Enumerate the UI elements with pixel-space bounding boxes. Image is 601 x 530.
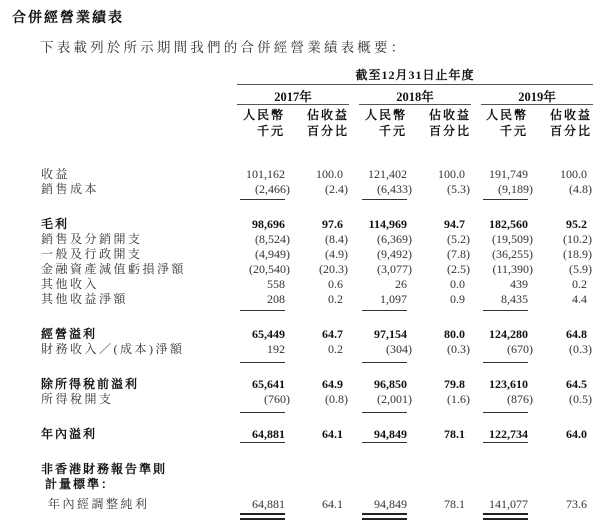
percentage-cell: 64.0 (566, 427, 587, 441)
amount-cell: 123,610 (489, 377, 528, 391)
amount-cell: 208 (267, 292, 285, 306)
row-label: 所得稅開支 (41, 392, 114, 406)
row-label: 其他收入 (41, 277, 100, 291)
percentage-cell: 64.9 (322, 377, 343, 391)
percentage-cell: (20.3) (319, 262, 348, 276)
percentage-cell: 0.2 (572, 277, 587, 291)
row-label: 其他收益淨額 (41, 292, 129, 306)
table-row (0, 262, 601, 277)
amount-cell: (670) (507, 342, 533, 356)
percentage-cell: 0.6 (328, 277, 343, 291)
table-row (0, 292, 601, 307)
percentage-cell: (0.3) (447, 342, 470, 356)
percentage-cell: (10.2) (563, 232, 592, 246)
row-label: 除所得稅前溢利 (41, 377, 140, 391)
percentage-cell: (5.2) (447, 232, 470, 246)
amount-cell: 141,077 (489, 497, 528, 511)
subtotal-rule (483, 310, 528, 311)
amount-cell: (9,189) (498, 182, 533, 196)
year-divider (481, 104, 593, 105)
year-header-2018: 2018年 (396, 90, 434, 104)
amount-cell: 122,734 (489, 427, 528, 441)
amount-cell: (304) (386, 342, 412, 356)
total-double-rule (483, 513, 528, 520)
amount-cell: 65,641 (252, 377, 285, 391)
table-row (0, 182, 601, 197)
percentage-cell: 64.5 (566, 377, 587, 391)
amount-cell: 97,154 (374, 327, 407, 341)
table-row (0, 167, 601, 182)
percentage-cell: 64.1 (322, 497, 343, 511)
amount-cell: (20,540) (249, 262, 290, 276)
total-double-rule (362, 513, 407, 520)
percentage-cell: 64.7 (322, 327, 343, 341)
amount-cell: 101,162 (246, 167, 285, 181)
period-divider (237, 84, 593, 85)
amount-cell: (8,524) (255, 232, 290, 246)
subtotal-rule (240, 362, 285, 363)
percentage-cell: (4.8) (569, 182, 592, 196)
percentage-cell: 4.4 (572, 292, 587, 306)
amount-cell: 192 (267, 342, 285, 356)
subtotal-rule (483, 199, 528, 200)
percentage-cell: (0.5) (569, 392, 592, 406)
table-row (0, 277, 601, 292)
amount-cell: (760) (264, 392, 290, 406)
subtotal-rule (240, 199, 285, 200)
table-row (0, 327, 601, 342)
row-label: 銷售及分銷開支 (41, 232, 143, 246)
total-double-rule (240, 513, 285, 520)
amount-cell: (11,390) (492, 262, 533, 276)
col-header-pct: 佔收益 百分比 (428, 108, 471, 138)
amount-cell: (6,369) (377, 232, 412, 246)
amount-cell: 98,696 (252, 217, 285, 231)
col-header-pct: 佔收益 百分比 (306, 108, 349, 138)
subtotal-rule (362, 310, 407, 311)
page-title: 合併經營業績表 (12, 11, 124, 26)
amount-cell: (9,492) (377, 247, 412, 261)
amount-cell: 94,849 (374, 427, 407, 441)
intro-text: 下表載列於所示期間我們的合併經營業績表概要： (40, 40, 408, 55)
percentage-cell: (7.8) (447, 247, 470, 261)
subtotal-rule (240, 442, 285, 443)
percentage-cell: (0.3) (569, 342, 592, 356)
subtotal-rule (483, 362, 528, 363)
amount-cell: 64,881 (252, 497, 285, 511)
amount-cell: 121,402 (368, 167, 407, 181)
percentage-cell: (8.4) (325, 232, 348, 246)
percentage-cell: 0.2 (328, 342, 343, 356)
year-divider (237, 104, 349, 105)
percentage-cell: (4.9) (325, 247, 348, 261)
row-label: 財務收入／(成本)淨額 (41, 342, 185, 356)
amount-cell: 191,749 (489, 167, 528, 181)
table-row (0, 247, 601, 262)
percentage-cell: (18.9) (563, 247, 592, 261)
percentage-cell: 79.8 (444, 377, 465, 391)
subtotal-rule (362, 199, 407, 200)
year-divider (359, 104, 471, 105)
amount-cell: 1,097 (380, 292, 407, 306)
period-header: 截至12月31日止年度 (355, 68, 475, 82)
percentage-cell: 0.0 (450, 277, 465, 291)
amount-cell: 64,881 (252, 427, 285, 441)
amount-cell: 114,969 (368, 217, 407, 231)
subtotal-rule (362, 362, 407, 363)
year-header-2017: 2017年 (274, 90, 312, 104)
row-label: 年內經調整純利 (48, 497, 150, 511)
row-label: 金融資產減值虧損淨額 (41, 262, 187, 276)
col-header-amount: 人民幣 千元 (242, 108, 285, 138)
table-row (0, 217, 601, 232)
amount-cell: 182,560 (489, 217, 528, 231)
row-label: 計量標準： (45, 477, 116, 491)
amount-cell: 96,850 (374, 377, 407, 391)
percentage-cell: 94.7 (444, 217, 465, 231)
amount-cell: (36,255) (492, 247, 533, 261)
amount-cell: (876) (507, 392, 533, 406)
subtotal-rule (362, 442, 407, 443)
percentage-cell: 0.9 (450, 292, 465, 306)
amount-cell: 439 (510, 277, 528, 291)
percentage-cell: 100.0 (560, 167, 587, 181)
percentage-cell: 100.0 (438, 167, 465, 181)
amount-cell: (19,509) (492, 232, 533, 246)
amount-cell: 26 (395, 277, 407, 291)
row-label: 銷售成本 (41, 182, 100, 196)
table-row (0, 342, 601, 357)
percentage-cell: (5.3) (447, 182, 470, 196)
col-header-pct: 佔收益 百分比 (549, 108, 592, 138)
amount-cell: 94,849 (374, 497, 407, 511)
row-label: 年內溢利 (41, 427, 98, 441)
percentage-cell: 78.1 (444, 427, 465, 441)
amount-cell: 124,280 (489, 327, 528, 341)
percentage-cell: 100.0 (316, 167, 343, 181)
percentage-cell: 97.6 (322, 217, 343, 231)
amount-cell: 65,449 (252, 327, 285, 341)
subtotal-rule (483, 412, 528, 413)
subtotal-rule (240, 412, 285, 413)
table-row (0, 392, 601, 407)
year-header-2019: 2019年 (518, 90, 556, 104)
col-header-amount: 人民幣 千元 (364, 108, 407, 138)
percentage-cell: 80.0 (444, 327, 465, 341)
percentage-cell: (5.9) (569, 262, 592, 276)
table-row (0, 427, 601, 442)
row-label: 一般及行政開支 (41, 247, 143, 261)
percentage-cell: 95.2 (566, 217, 587, 231)
col-header-amount: 人民幣 千元 (485, 108, 528, 138)
percentage-cell: 78.1 (444, 497, 465, 511)
percentage-cell: (0.8) (325, 392, 348, 406)
table-row (0, 377, 601, 392)
table-row (0, 462, 601, 477)
amount-cell: 8,435 (501, 292, 528, 306)
subtotal-rule (362, 412, 407, 413)
percentage-cell: 0.2 (328, 292, 343, 306)
table-row (0, 232, 601, 247)
row-label: 收益 (41, 167, 71, 181)
amount-cell: 558 (267, 277, 285, 291)
percentage-cell: (2.4) (325, 182, 348, 196)
table-row (0, 477, 601, 492)
row-label: 非香港財務報告準則 (41, 462, 168, 476)
amount-cell: (6,433) (377, 182, 412, 196)
subtotal-rule (483, 442, 528, 443)
amount-cell: (2,466) (255, 182, 290, 196)
percentage-cell: (2.5) (447, 262, 470, 276)
percentage-cell: 64.8 (566, 327, 587, 341)
amount-cell: (3,077) (377, 262, 412, 276)
subtotal-rule (240, 310, 285, 311)
percentage-cell: 73.6 (566, 497, 587, 511)
amount-cell: (4,949) (255, 247, 290, 261)
table-row (0, 497, 601, 512)
percentage-cell: (1.6) (447, 392, 470, 406)
row-label: 毛利 (41, 217, 70, 231)
row-label: 經營溢利 (41, 327, 98, 341)
percentage-cell: 64.1 (322, 427, 343, 441)
amount-cell: (2,001) (377, 392, 412, 406)
